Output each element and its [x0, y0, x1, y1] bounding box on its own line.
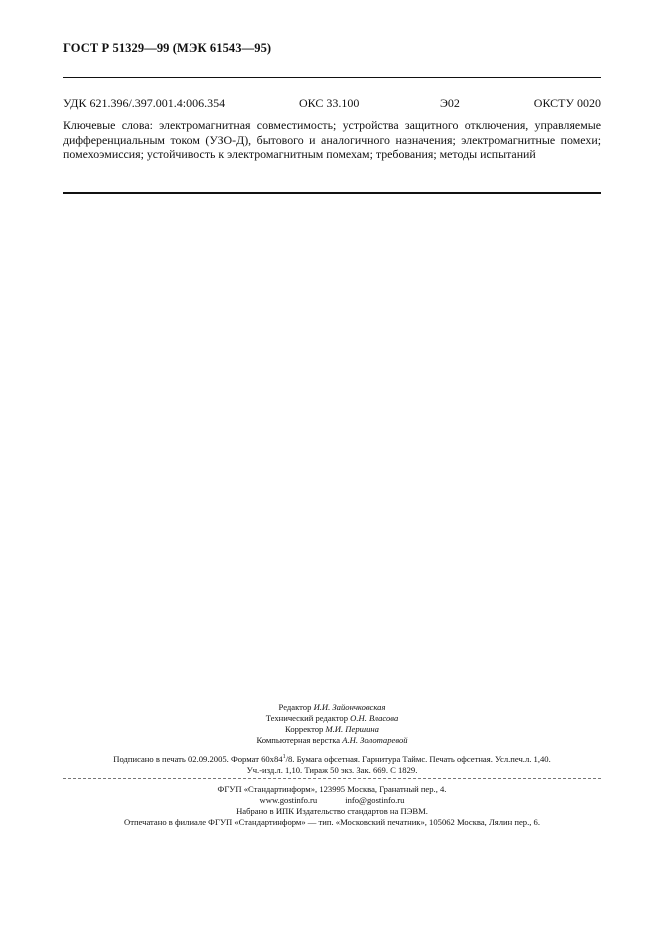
editor-role: Редактор: [278, 702, 312, 712]
editor-role: Компьютерная верстка: [256, 735, 341, 745]
editor-role: Технический редактор: [265, 713, 348, 723]
dashed-divider: [63, 778, 601, 779]
publisher-contacts: [60, 795, 604, 806]
editor-name: М.И. Першина: [325, 724, 379, 734]
bottom-rule: [63, 192, 601, 194]
classification-row: [63, 96, 601, 112]
print-details-line: [60, 752, 604, 765]
typeset-note: Набрано в ИПК Издательство стандартов на ПЭВМ.: [236, 806, 428, 816]
print-text: . Бумага офсетная. Гарнитура Таймс. Печать офсетная. Усл.печ.л. 1,40.: [292, 753, 551, 764]
top-rule: [63, 77, 601, 78]
okstu-code: ОКСТУ 0020: [533, 96, 601, 110]
editor-name: О.Н. Власова: [350, 713, 399, 723]
document-header: ГОСТ Р 51329—99 (МЭК 61543—95): [63, 41, 272, 55]
publisher-block: [60, 784, 604, 828]
editor-name: И.И. Зайончковская: [313, 702, 386, 712]
print-text: Подписано в печать 02.09.2005. Формат 60х84: [113, 753, 283, 764]
printed-note: Отпечатано в филиале ФГУП «Стандартинформ» — тип. «Московский печатник», 105062 Москва, Лялин пер., 6.: [123, 817, 540, 827]
editor-name: А.Н. Золотаревой: [342, 735, 408, 745]
keywords-paragraph: Ключевые слова: электромагнитная совместимость; устройства защитного отключения, управляемые дифференциальным током (УЗО-Д), бытового и аналогичного назначения; электромагнитные помехи; помехоэмиссия; устойчивость к электромагнитным помехам; требования; методы испытаний: [63, 118, 601, 162]
editors-block: [60, 702, 604, 746]
format-fraction: /8: [285, 753, 293, 764]
oks-code: ОКС 33.100: [299, 96, 360, 110]
website-link: www.gostinfo.ru: [259, 795, 318, 805]
editor-line: [60, 713, 604, 724]
email-link: info@gostinfo.ru: [345, 795, 405, 805]
editor-line: [60, 724, 604, 735]
editor-line: [60, 702, 604, 713]
print-details: [60, 752, 604, 776]
format-superscript: 1: [282, 754, 286, 760]
editor-role: Корректор: [285, 724, 324, 734]
publisher-address: ФГУП «Стандартинформ», 123995 Москва, Гранатный пер., 4.: [217, 784, 447, 794]
udk-code: УДК 621.396/.397.001.4:006.354: [63, 96, 226, 110]
category-code: Э02: [440, 96, 460, 110]
print-details-line: Уч.-изд.л. 1,10. Тираж 50 экз. Зак. 669. С 1829.: [246, 764, 418, 775]
editor-line: [60, 735, 604, 746]
